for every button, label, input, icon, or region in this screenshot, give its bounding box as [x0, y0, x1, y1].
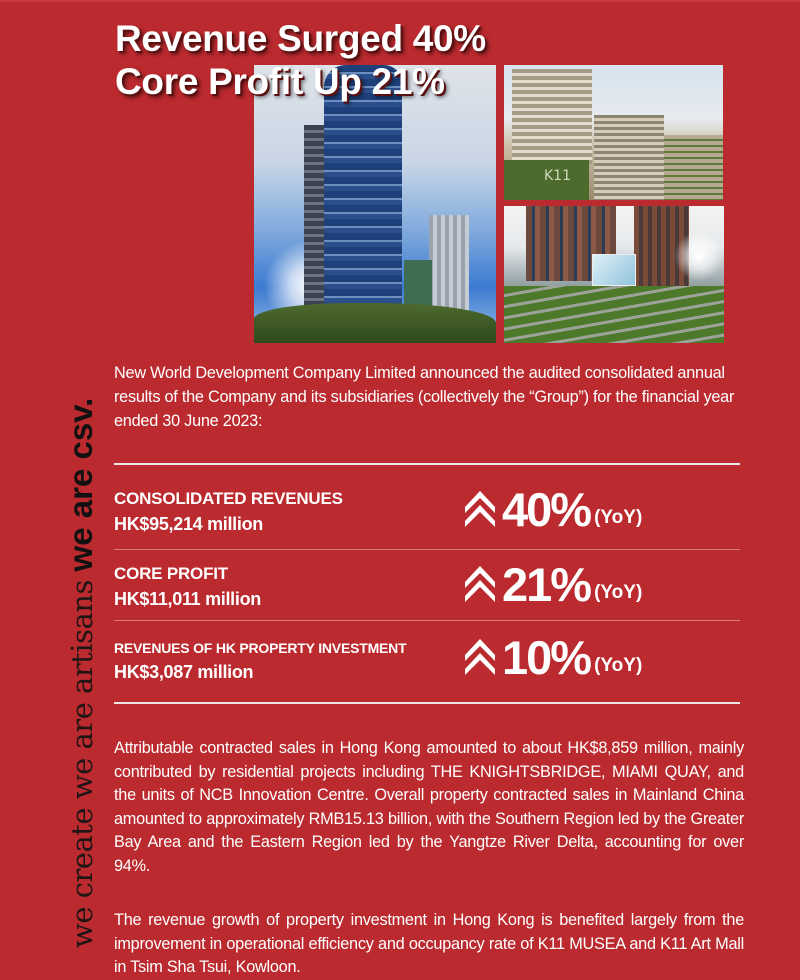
top-border: [0, 0, 800, 2]
metric-hk-property-investment: [114, 631, 740, 697]
divider: [114, 620, 740, 621]
headline: [115, 17, 486, 103]
headline-line-1: Revenue Surged 40%: [115, 18, 486, 59]
metric-consolidated-revenues: [114, 483, 740, 549]
metric-core-profit: [114, 558, 740, 624]
metric-label: REVENUES OF HK PROPERTY INVESTMENT: [114, 640, 407, 656]
metric-change: [464, 633, 642, 683]
k11-sign-text: K11: [544, 168, 571, 184]
headline-line-2: Core Profit Up 21%: [115, 61, 445, 102]
double-chevron-up-icon: [464, 564, 496, 604]
contracted-sales-paragraph: Attributable contracted sales in Hong Kong amounted to about HK$8,859 million, mainly contributed by residential projects including THE KNIGHTSBRIDGE, MIAMI QUAY, and the units of NCB Innovation Centre. Overall property contracted sales in Mainland China amounted to approximately RMB15.13 billion, with the Southern Region led by the Greater Bay Area and the Eastern Region led by the Yangtze River Delta, accounting for over 94%.: [114, 739, 744, 875]
metric-value: HK$95,214 million: [114, 514, 263, 534]
metric-label: CONSOLIDATED REVENUES: [114, 489, 343, 508]
metric-percent: 21%: [502, 558, 591, 611]
divider-bottom: [114, 702, 740, 704]
metric-value: HK$3,087 million: [114, 662, 254, 682]
intro-paragraph: New World Development Company Limited announced the audited consolidated annual results of the Company and its subsidiaries (collectively the “Group”) for the financial year ended 30 June 2023:: [114, 364, 735, 430]
metric-percent: 40%: [502, 483, 591, 536]
metric-change: [464, 560, 642, 610]
vertical-tagline: [62, 398, 100, 948]
residential-garden-photo: [504, 206, 724, 343]
divider: [114, 549, 740, 550]
metric-period: (YoY): [594, 507, 643, 528]
metric-percent: 10%: [502, 631, 591, 684]
k11-musea-photo: [504, 65, 723, 200]
tagline-bold-part: we are csv.: [62, 397, 99, 572]
metric-period: (YoY): [594, 655, 643, 676]
property-investment-paragraph: The revenue growth of property investment in Hong Kong is benefited largely from the improvement in operational efficiency and occupancy rate of K11 MUSEA and K11 Art Mall in Tsim Sha Tsui, Kowloon.: [114, 911, 744, 976]
double-chevron-up-icon: [464, 489, 496, 529]
metric-change: [464, 485, 642, 535]
double-chevron-up-icon: [464, 637, 496, 677]
office-tower-photo: [254, 65, 496, 343]
metric-period: (YoY): [594, 582, 643, 603]
tagline-serif-part: we create we are artisans: [65, 571, 99, 948]
divider-top: [114, 463, 740, 465]
metric-label: CORE PROFIT: [114, 564, 228, 583]
metric-value: HK$11,011 million: [114, 589, 261, 609]
